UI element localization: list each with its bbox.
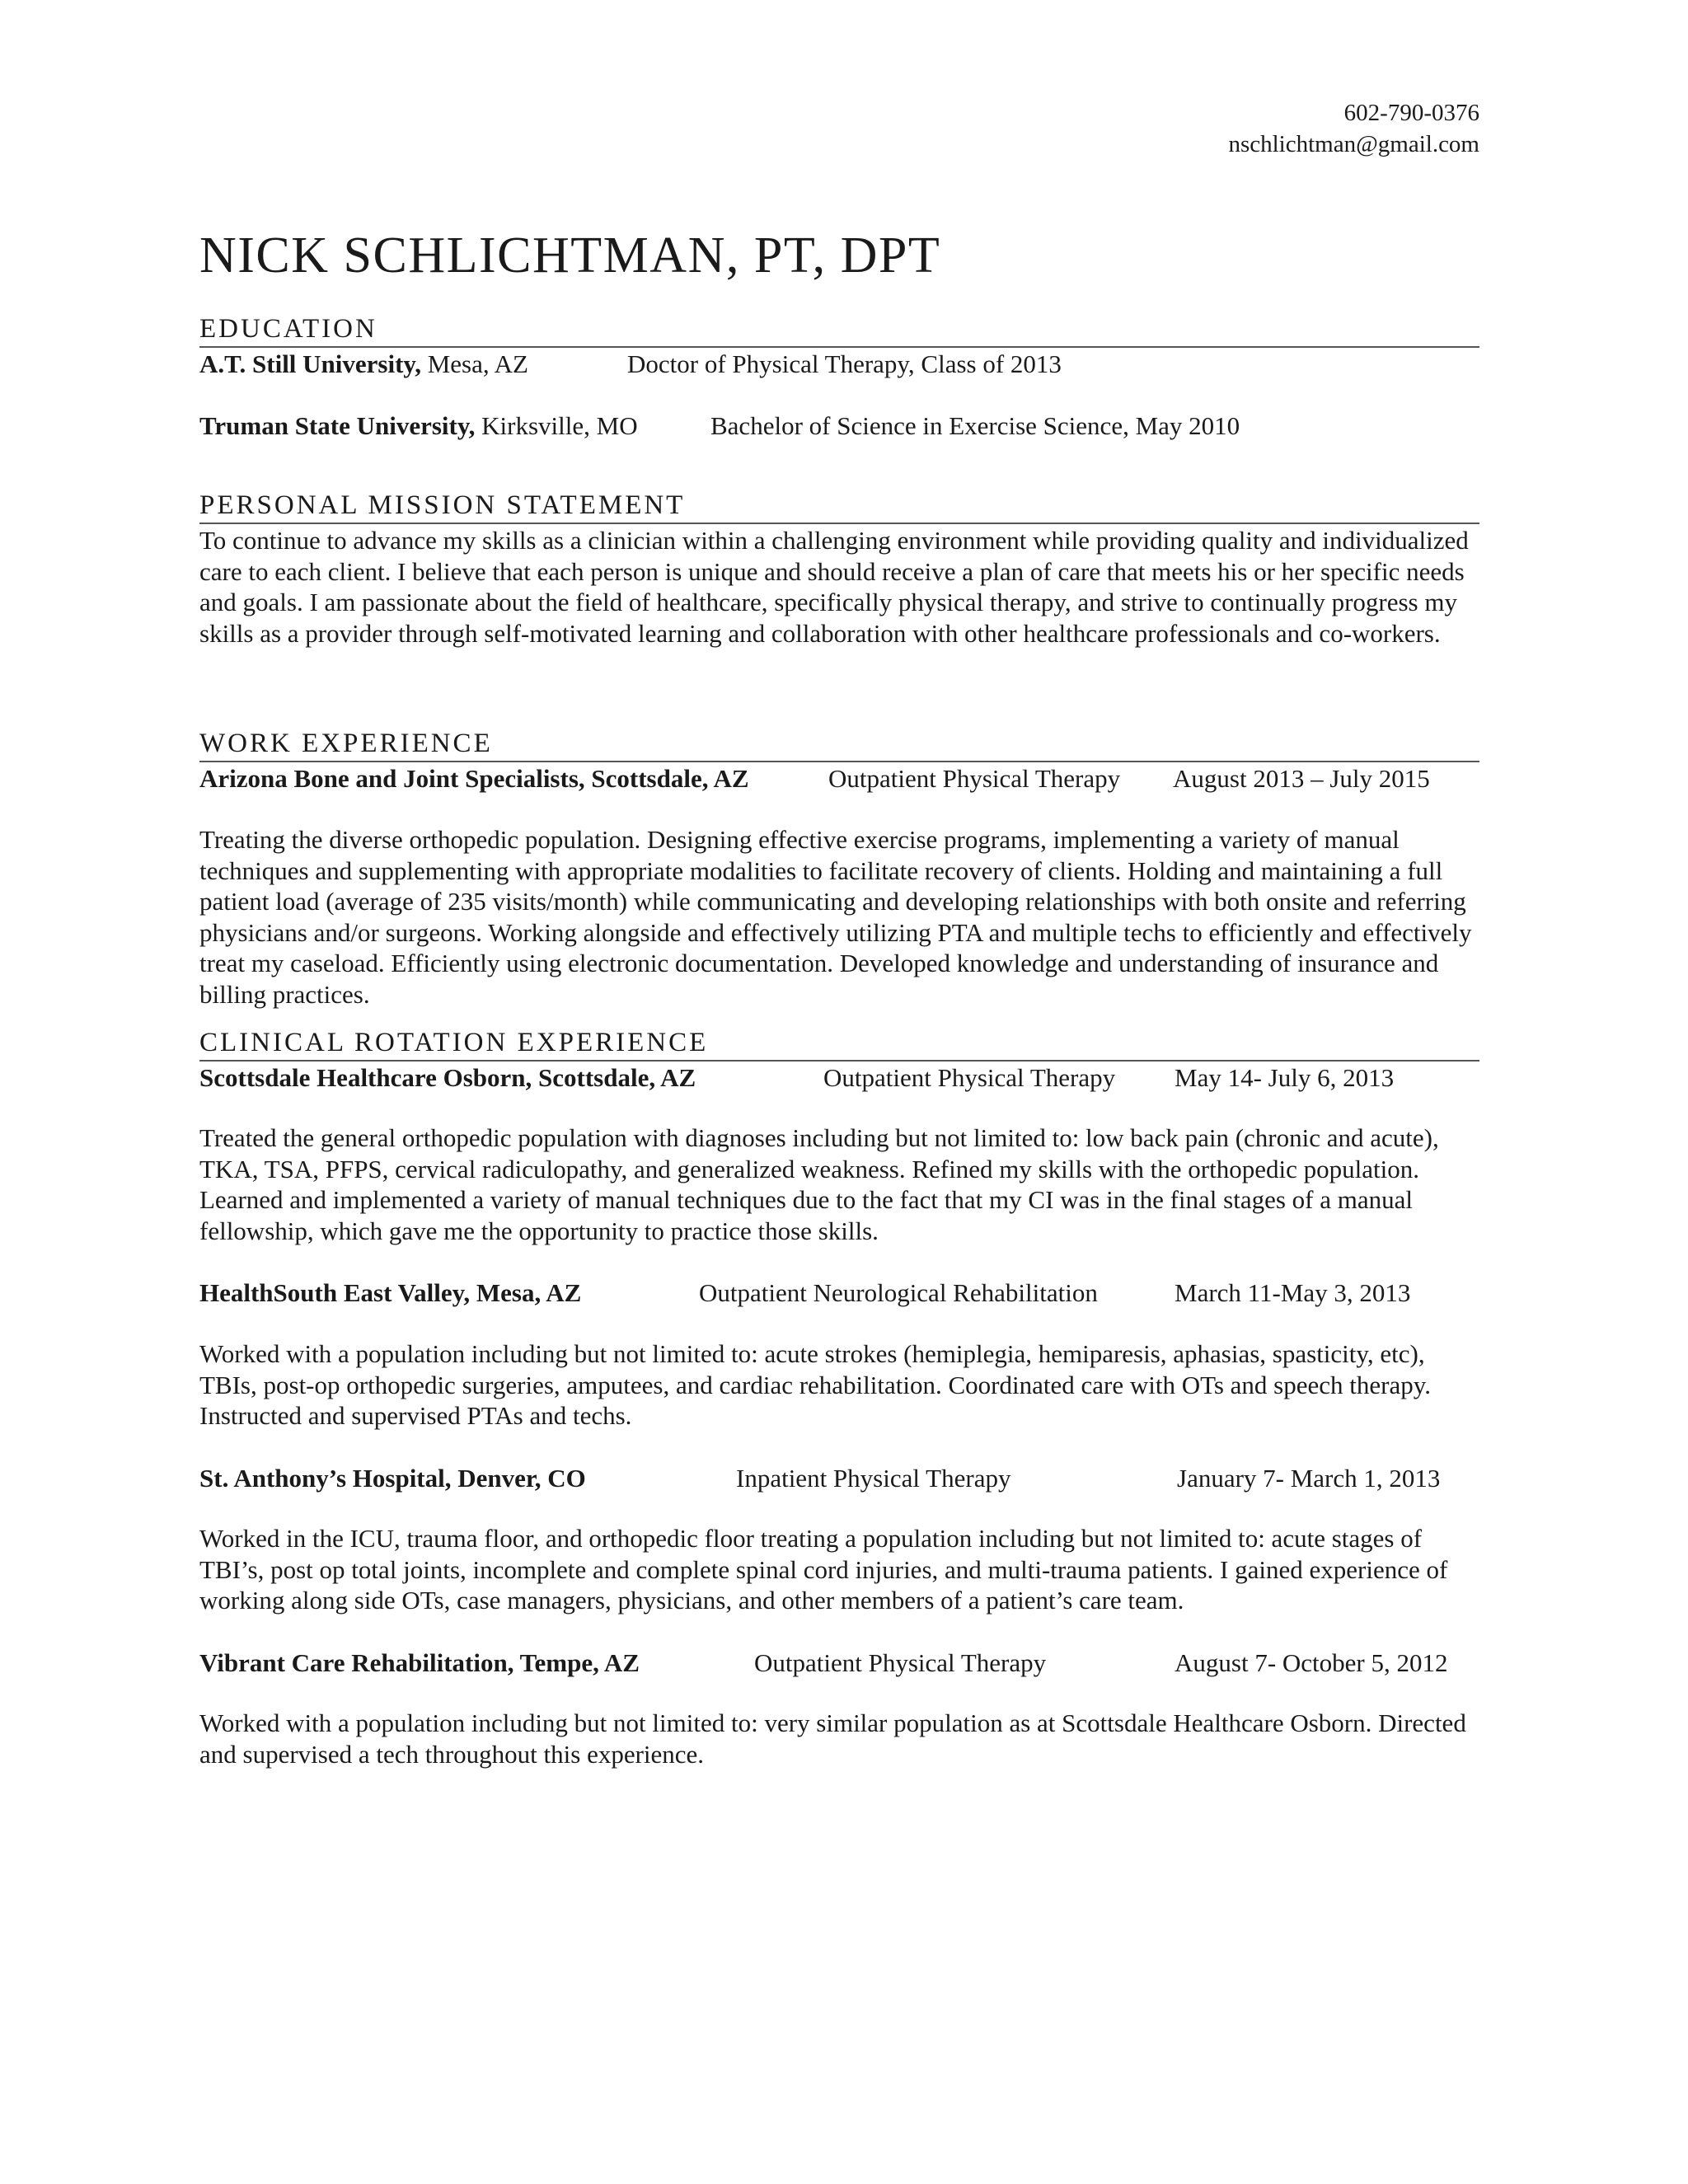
contact-email: nschlichtman@gmail.com — [1228, 131, 1479, 157]
contact-phone: 602-790-0376 — [1343, 100, 1479, 126]
clinical-site: Scottsdale Healthcare Osborn, Scottsdale, AZ — [199, 1063, 696, 1092]
work-dates: August 2013 – July 2015 — [1173, 764, 1430, 793]
education-item — [199, 410, 638, 443]
clinical-dates: August 7- October 5, 2012 — [1175, 1648, 1448, 1677]
clinical-heading: CLINICAL ROTATION EXPERIENCE — [199, 1025, 1479, 1062]
resume-name: NICK SCHLICHTMAN, PT, DPT — [199, 227, 941, 284]
degree: Doctor of Physical Therapy, Class of 2013 — [627, 349, 1062, 378]
school-location: Kirksville, MO — [475, 411, 638, 440]
clinical-site: HealthSouth East Valley, Mesa, AZ — [199, 1278, 582, 1307]
mission-heading: PERSONAL MISSION STATEMENT — [199, 488, 1479, 524]
mission-text: To continue to advance my skills as a clinician within a challenging environment while providing quality and individualized care to each client. I believe that each person is unique and should receive a plan of care that meets his or her specific needs and goals. I am passionate about the field of healthcare, specifically physical therapy, and strive to continually progress my skills as a provider through self-motivated learning and collaboration with other healthcare professionals and co-workers. — [199, 526, 1469, 648]
clinical-description: Worked with a population including but not limited to: very similar population as at Scottsdale Healthcare Osborn. Directed and supervised a tech throughout this experience. — [199, 1708, 1466, 1769]
clinical-dates: January 7- March 1, 2013 — [1177, 1464, 1441, 1493]
clinical-setting: Outpatient Physical Therapy — [823, 1063, 1116, 1092]
school-location: Mesa, AZ — [420, 349, 528, 378]
clinical-setting: Inpatient Physical Therapy — [736, 1464, 1011, 1493]
employer-name: Arizona Bone and Joint Specialists, Scottsdale, AZ — [199, 764, 749, 793]
clinical-dates: March 11-May 3, 2013 — [1175, 1278, 1411, 1307]
school-name: Truman State University, — [199, 411, 476, 440]
clinical-dates: May 14- July 6, 2013 — [1175, 1063, 1395, 1092]
clinical-description: Worked with a population including but not limited to: acute strokes (hemiplegia, hemiparesis, aphasias, spasticity, etc), TBIs, post-op orthopedic surgeries, amputees, and cardiac rehabilitation. Coordinated care with OTs and speech therapy. Instructed and supervised PTAs and techs. — [199, 1339, 1431, 1430]
work-setting: Outpatient Physical Therapy — [828, 764, 1121, 793]
clinical-description: Treated the general orthopedic population with diagnoses including but not limited to: low back pain (chronic and acute), TKA, TSA, PFPS, cervical radiculopathy, and generalized weakness. Refined my skills with the orthopedic population. Learned and implemented a variety of manual techniques due to the fact that my CI was in the final stages of a manual fellowship, which gave me the opportunity to practice those skills. — [199, 1123, 1439, 1245]
work-description: Treating the diverse orthopedic population. Designing effective exercise programs, implementing a variety of manual techniques and supplementing with appropriate modalities to facilitate recovery of clients. Holding and maintaining a full patient load (average of 235 visits/month) while communicating and developing relationships with both onsite and referring physicians and/or surgeons. Working alongside and effectively utilizing PTA and multiple techs to efficiently and effectively treat my caseload. Efficiently using electronic documentation. Developed knowledge and understanding of insurance and billing practices. — [199, 825, 1472, 1009]
school-name: A.T. Still University, — [199, 349, 421, 378]
education-item — [199, 348, 528, 381]
education-heading: EDUCATION — [199, 312, 1479, 348]
clinical-description: Worked in the ICU, trauma floor, and orthopedic floor treating a population including but not limited to: acute stages of TBI’s, post op total joints, incomplete and complete spinal cord injuries, and multi-trauma patients. I gained experience of working along side OTs, case managers, physicians, and other members of a patient’s care team. — [199, 1524, 1448, 1615]
clinical-setting: Outpatient Neurological Rehabilitation — [699, 1278, 1098, 1307]
clinical-site: Vibrant Care Rehabilitation, Tempe, AZ — [199, 1648, 640, 1677]
work-heading: WORK EXPERIENCE — [199, 726, 1479, 762]
degree: Bachelor of Science in Exercise Science, May 2010 — [710, 411, 1240, 440]
clinical-site: St. Anthony’s Hospital, Denver, CO — [199, 1464, 586, 1493]
clinical-setting: Outpatient Physical Therapy — [754, 1648, 1047, 1677]
